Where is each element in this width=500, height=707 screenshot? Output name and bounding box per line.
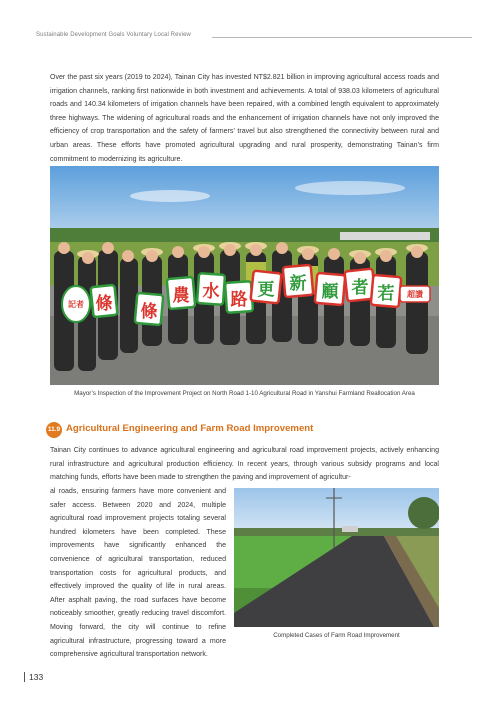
section-paragraph-left: al roads, ensuring farmers have more convenient and safer access. Between 2020 and 2024, multiple agricultural road improvement projects totaling several hundred kilometers have been completed. These improvements have significantly enhanced the convenience of agricultural transportation, reduced transportation costs for agricultural products, and effectively improved the quality of life in rural areas. After asphalt paving, the road surfaces have become noticeably smoother, greatly reducing travel discomfort. Moving forward, the city will continue to refine agricultural infrastructure, progressing toward a more comprehensive agricultural transportation network.	[50, 488, 226, 659]
sign-char: 水	[202, 282, 220, 302]
sign-placard-right	[400, 286, 430, 302]
sign-right-text: 超讚	[407, 290, 423, 299]
sign-char: 若	[377, 284, 395, 304]
header-rule	[212, 37, 472, 38]
photo-mayor-inspection	[50, 166, 439, 385]
sign-char: 條	[140, 302, 158, 322]
header-title: Sustainable Development Goals Voluntary Local Review	[36, 32, 191, 38]
sign-char: 更	[257, 280, 275, 300]
photo-farm-road	[234, 488, 439, 627]
section-title: Agricultural Engineering and Farm Road Improvement	[66, 423, 314, 434]
sign-char: 條	[95, 294, 113, 314]
sign-small-text: 記者	[68, 300, 84, 309]
section-paragraph-top: Tainan City continues to advance agricultural engineering and agricultural road improvement projects, actively enhancing rural infrastructure and agricultural production efficiency. In recent years, through various subsidy programs and local matching funds, efforts have been made to strengthen the paving and improvement of agricultur-	[50, 447, 439, 482]
caption-mayor-inspection: Mayor’s Inspection of the Improvement Project on North Road 1-10 Agricultural Road in Yanshui Farmland Reallocation Area	[74, 390, 415, 397]
page-number-bar	[24, 672, 25, 682]
sign-char: 者	[351, 278, 369, 298]
page-number: 133	[29, 672, 44, 682]
sign-placard-small	[62, 286, 90, 322]
sign-char: 路	[230, 290, 248, 310]
section-number-badge: 11.9	[46, 422, 62, 438]
sign-char: 農	[172, 286, 190, 306]
caption-farm-road: Completed Cases of Farm Road Improvement	[273, 632, 400, 639]
sign-char: 新	[289, 274, 307, 294]
intro-paragraph: Over the past six years (2019 to 2024), Tainan City has invested NT$2.821 billion in improving agricultural access roads and irrigation channels, ranking first nationwide in both investment and achievements. A total of 938.03 kilometers of agricultural roads and 140.34 kilometers of irrigation channels have been repaired, with a combined length equivalent to approximately three highways. The widening of agricultural roads and the enhancement of irrigation channels have not only improved the efficiency of crop transportation and the safety of farmers’ travel but also strengthened the connectivity between rural and urban areas. These efforts have promoted agricultural upgrading and rural prosperity, demonstrating Tainan’s firm commitment to modernizing its agriculture.	[50, 74, 439, 163]
sign-char: 顧	[321, 282, 339, 302]
